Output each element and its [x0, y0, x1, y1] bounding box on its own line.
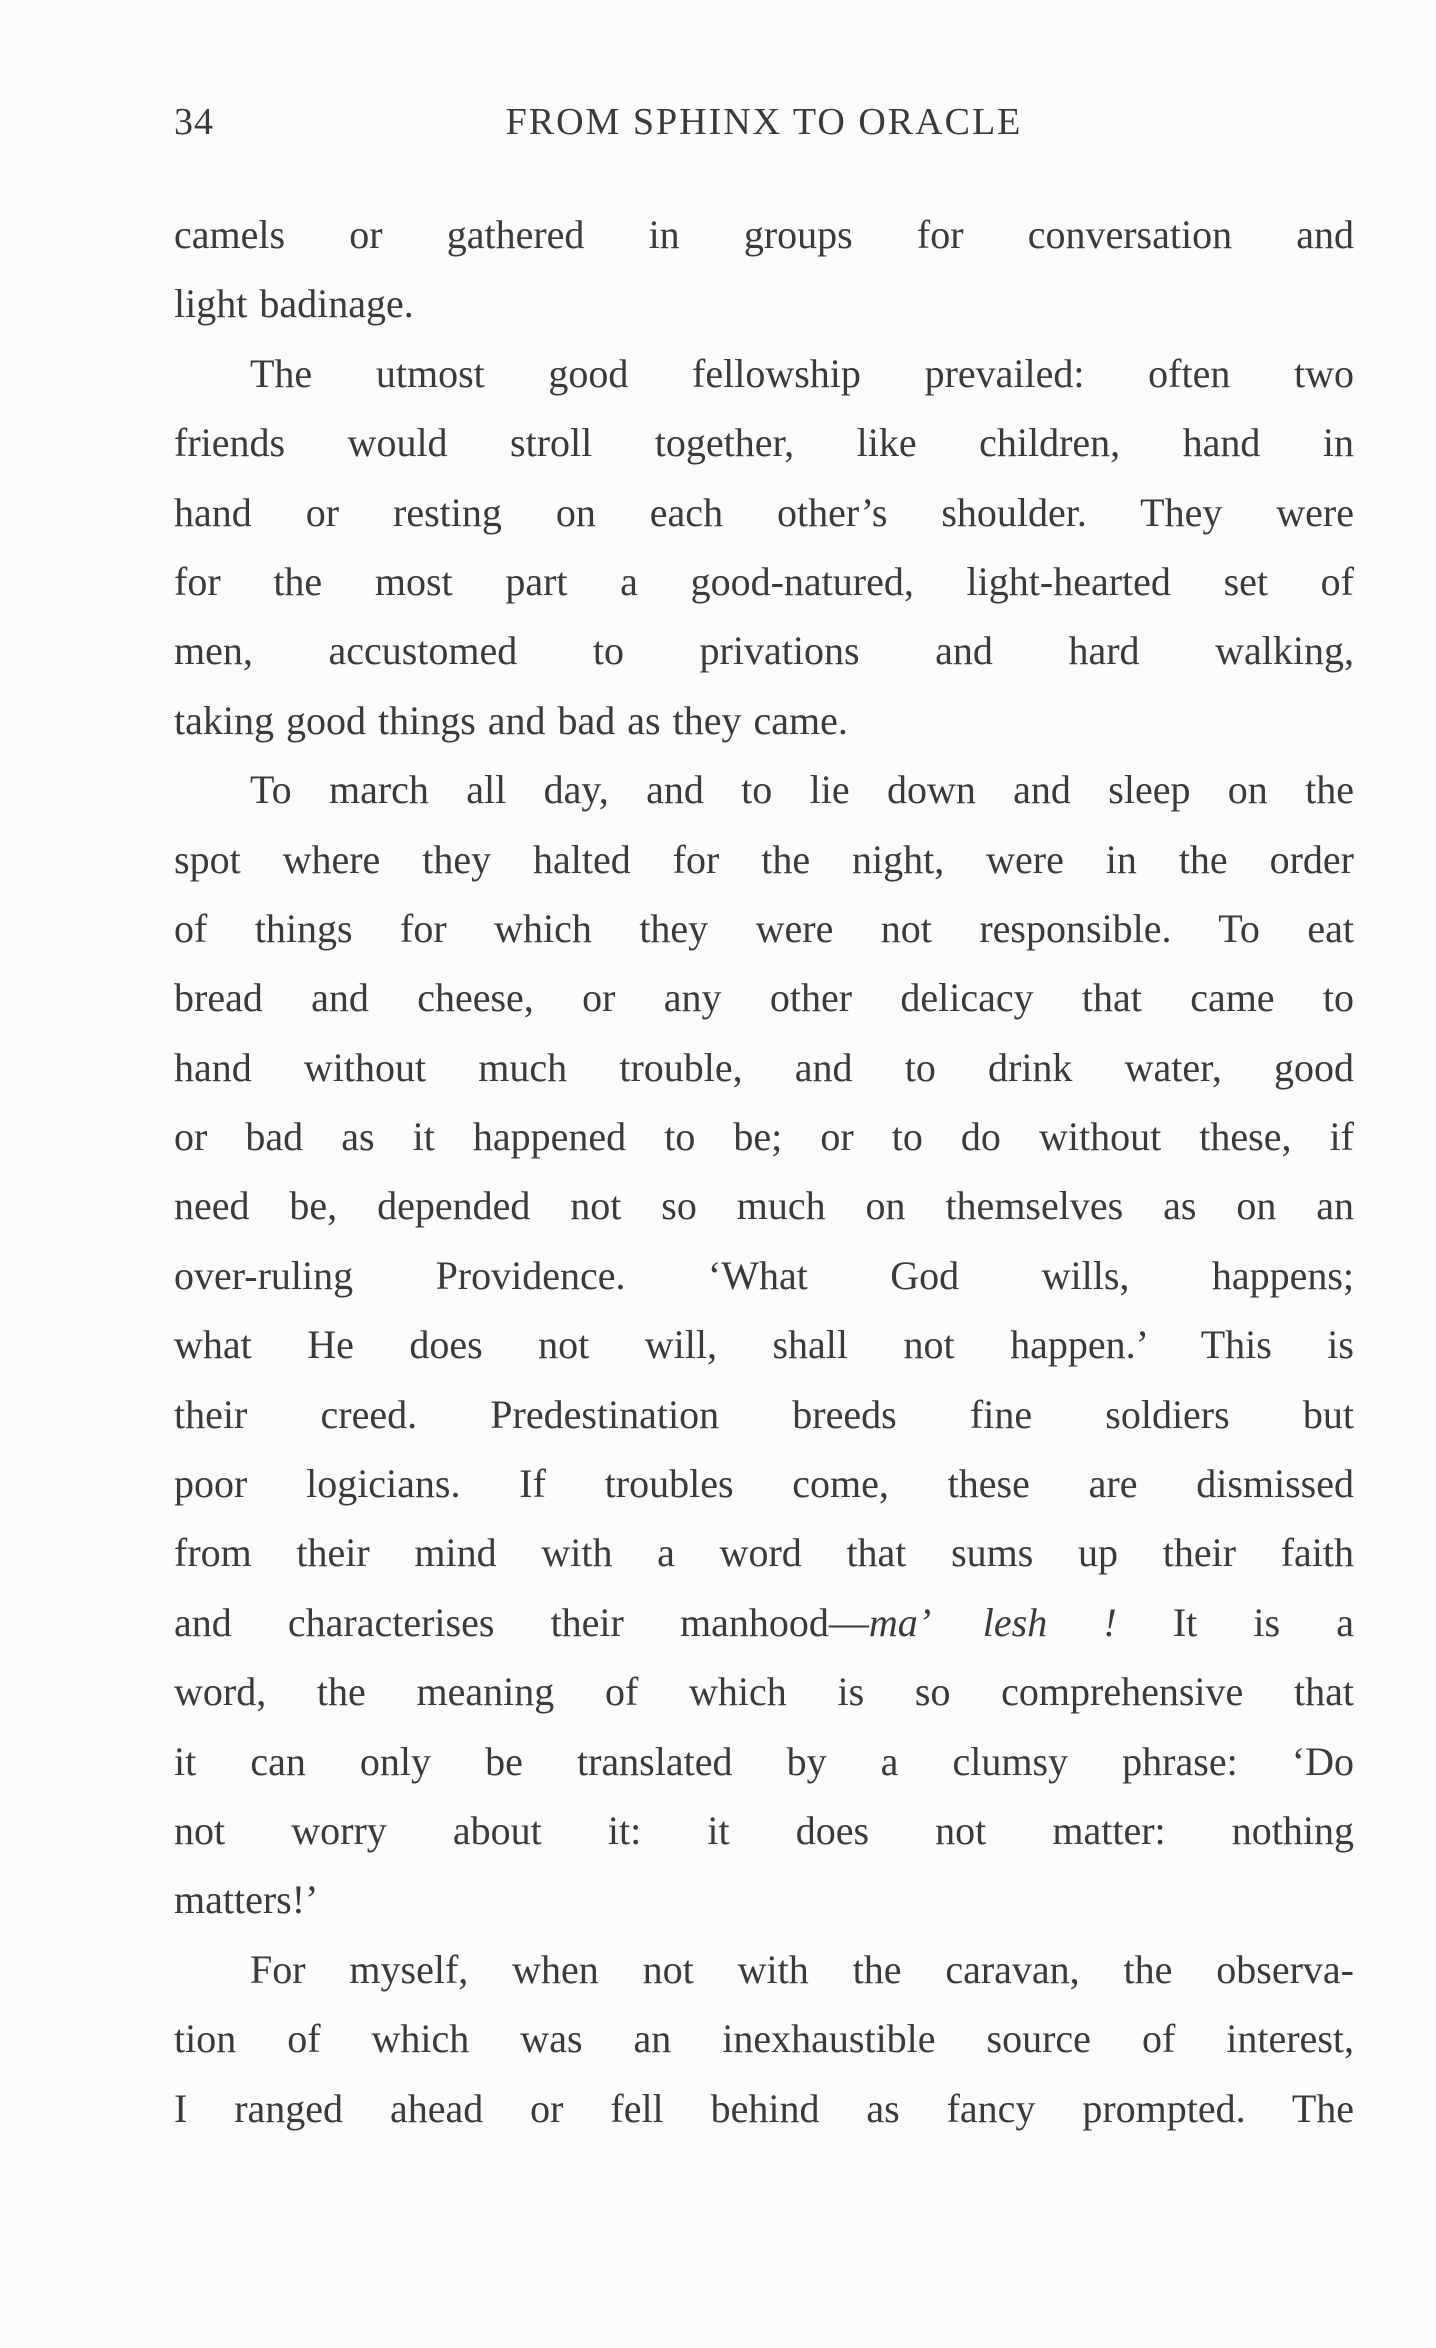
text-line: light badinage.	[174, 281, 414, 327]
text-line-with-italic	[174, 1588, 1354, 1657]
text-line: poor logicians. If troubles come, these are dismissed	[174, 1461, 1354, 1507]
text-line: The utmost good fellowship prevailed: often two	[250, 350, 1354, 396]
body-text	[174, 200, 1354, 2143]
text-line: spot where they halted for the night, were in the order	[174, 836, 1354, 882]
text-line: hand without much trouble, and to drink water, good	[174, 1044, 1354, 1090]
text-line: word, the meaning of which is so comprehensive that	[174, 1669, 1354, 1715]
text-line: camels or gathered in groups for conversation and	[174, 212, 1354, 257]
text-line: what He does not will, shall not happen.’ This is	[174, 1322, 1354, 1368]
text-line: tion of which was an inexhaustible source of interest,	[174, 2016, 1354, 2062]
italic-phrase: ma’ lesh !	[868, 1599, 1117, 1645]
text-line: For myself, when not with the caravan, the observa-	[250, 1946, 1354, 1992]
text-line: it can only be translated by a clumsy phrase: ‘Do	[174, 1738, 1354, 1784]
text-segment: and characterises their manhood—	[174, 1599, 869, 1645]
text-segment: It is a	[1116, 1599, 1354, 1645]
text-line: bread and cheese, or any other delicacy that came to	[174, 975, 1354, 1021]
running-head: FROM SPHINX TO ORACLE	[505, 101, 1023, 143]
text-line: need be, depended not so much on themselves as on an	[174, 1183, 1354, 1229]
text-line: not worry about it: it does not matter: nothing	[174, 1807, 1354, 1853]
text-line: for the most part a good-natured, light-hearted set of	[174, 558, 1354, 604]
text-line: I ranged ahead or fell behind as fancy prompted. The	[174, 2085, 1354, 2131]
text-line: men, accustomed to privations and hard walking,	[174, 628, 1354, 674]
text-line: or bad as it happened to be; or to do without these, if	[174, 1114, 1354, 1160]
text-line: matters!’	[174, 1877, 319, 1923]
text-line: hand or resting on each other’s shoulder. They were	[174, 489, 1354, 535]
text-line: To march all day, and to lie down and sleep on the	[250, 767, 1354, 813]
text-line: friends would stroll together, like children, hand in	[174, 420, 1354, 466]
text-line: of things for which they were not responsible. To eat	[174, 905, 1354, 951]
page-number: 34	[174, 101, 214, 143]
text-line: taking good things and bad as they came.	[174, 697, 848, 743]
text-line: their creed. Predestination breeds fine soldiers but	[174, 1391, 1354, 1437]
text-line: over-ruling Providence. ‘What God wills, happens;	[174, 1252, 1354, 1298]
page-header	[174, 100, 1354, 150]
text-line: from their mind with a word that sums up their faith	[174, 1530, 1354, 1576]
